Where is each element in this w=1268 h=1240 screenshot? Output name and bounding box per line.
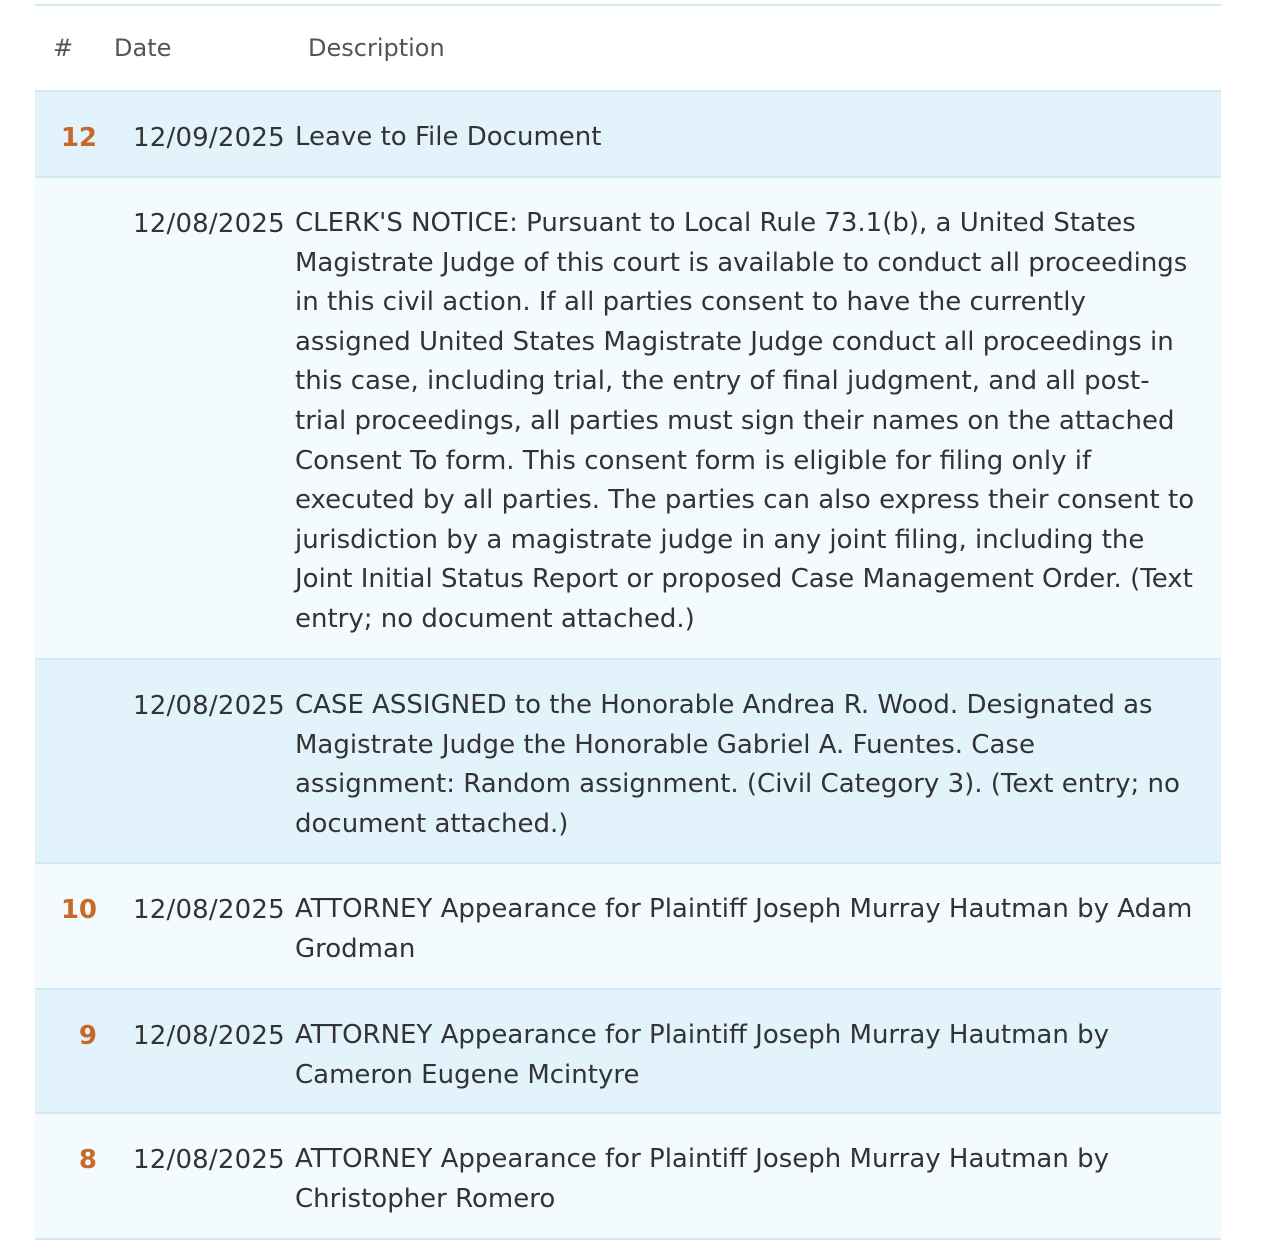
entry-date: 12/08/2025: [133, 1145, 285, 1175]
entry-description: ATTORNEY Appearance for Plaintiff Joseph Murray Hautman by Cameron Eugene Mcintyre: [295, 1020, 1109, 1090]
docket-table: [35, 4, 1221, 1240]
entry-date: 12/08/2025: [133, 209, 285, 239]
docket-entry-row: [35, 864, 1221, 990]
entry-number[interactable]: 12: [60, 123, 97, 153]
column-header-date[interactable]: Date: [114, 34, 172, 62]
entry-number[interactable]: 10: [60, 895, 97, 925]
docket-entry-row: [35, 660, 1221, 864]
entry-date: 12/08/2025: [133, 1021, 285, 1051]
docket-entry-row: [35, 1114, 1221, 1240]
entry-number[interactable]: 8: [78, 1145, 97, 1175]
docket-entry-row: [35, 990, 1221, 1114]
entry-description: ATTORNEY Appearance for Plaintiff Joseph Murray Hautman by Christopher Romero: [295, 1144, 1109, 1214]
column-header-description[interactable]: Description: [308, 34, 445, 62]
entry-date: 12/08/2025: [133, 895, 285, 925]
docket-entry-row: [35, 92, 1221, 178]
entry-description: CLERK'S NOTICE: Pursuant to Local Rule 73.1(b), a United States Magistrate Judge of this court is available to conduct all proceedings in this civil action. If all parties consent to have the currently assigned United States Magistrate Judge conduct all proceedings in this case, including trial, the entry of final judgment, and all post-trial proceedings, all parties must sign their names on the attached Consent To form. This consent form is eligible for filing only if executed by all parties. The parties can also express their consent to jurisdiction by a magistrate judge in any joint filing, including the Joint Initial Status Report or proposed Case Management Order. (Text entry; no document attached.): [295, 208, 1195, 634]
entry-number[interactable]: 9: [78, 1021, 97, 1051]
table-header: [35, 6, 1221, 92]
entry-description: CASE ASSIGNED to the Honorable Andrea R. Wood. Designated as Magistrate Judge the Honorable Gabriel A. Fuentes. Case assignment: Random assignment. (Civil Category 3). (Text entry; no document attached.): [295, 690, 1180, 839]
entry-date: 12/09/2025: [133, 123, 285, 153]
entry-description: ATTORNEY Appearance for Plaintiff Joseph Murray Hautman by Adam Grodman: [295, 894, 1193, 964]
column-header-number[interactable]: #: [53, 34, 74, 62]
entry-description: Leave to File Document: [295, 122, 602, 152]
entry-date: 12/08/2025: [133, 691, 285, 721]
docket-entry-row: [35, 178, 1221, 660]
